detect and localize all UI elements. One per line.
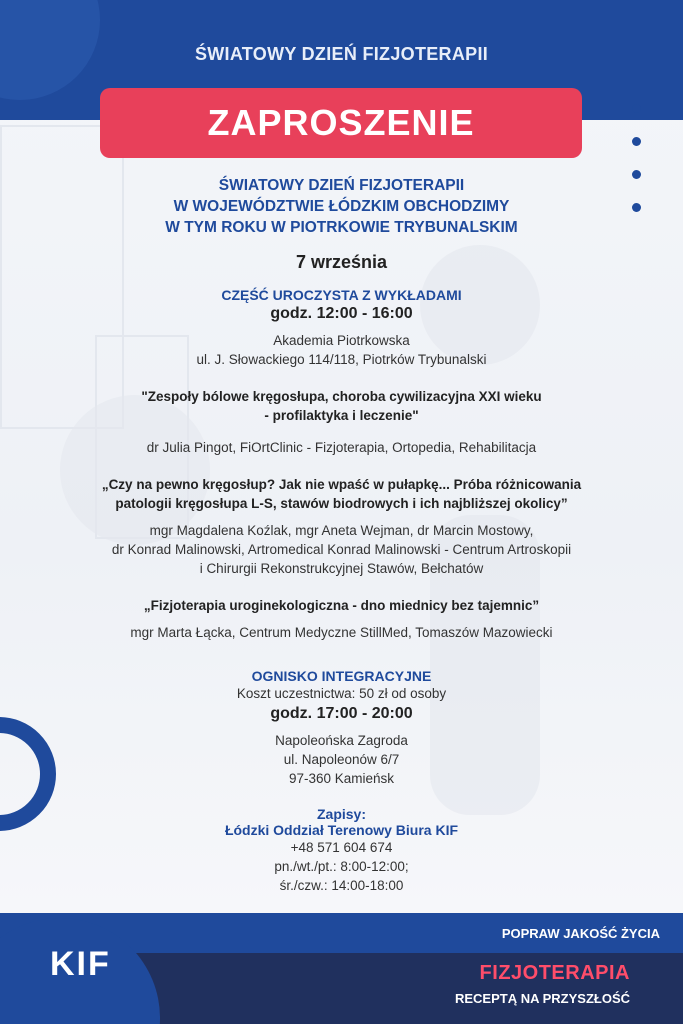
bonfire-fee: Koszt uczestnictwa: 50 zł od osoby bbox=[236, 686, 447, 701]
registration-hours: śr./czw.: 14:00-18:00 bbox=[279, 878, 404, 893]
lecture-title: „Czy na pewno kręgosłup? Jak nie wpaść w pułapkę... Próba różnicowania bbox=[101, 477, 582, 492]
lecture-speakers: dr Konrad Malinowski, Artromedical Konrad Malinowski - Centrum Artroskopii bbox=[111, 542, 572, 557]
dot bbox=[632, 104, 641, 113]
lecture-title: patologii kręgosłupa L-S, stawów biodrowych i ich najbliższej okolicy” bbox=[115, 496, 568, 511]
lecture-title: „Fizjoterapia uroginekologiczna - dno miednicy bez tajemnic” bbox=[143, 598, 540, 613]
event-date: 7 września bbox=[295, 252, 388, 272]
lecture-title: "Zespoły bólowe kręgosłupa, choroba cywilizacyjna XXI wieku bbox=[141, 389, 542, 404]
intro-line: W WOJEWÓDZTWIE ŁÓDZKIM OBCHODZIMY bbox=[173, 198, 510, 215]
ceremony-venue: Akademia Piotrkowska bbox=[273, 333, 410, 348]
bonfire-address: 97-360 Kamieńsk bbox=[288, 771, 395, 786]
registration-phone[interactable]: +48 571 604 674 bbox=[290, 840, 393, 855]
lecture-speakers: mgr Marta Łącka, Centrum Medyczne StillMed, Tomaszów Mazowiecki bbox=[130, 625, 553, 640]
bonfire-address: ul. Napoleonów 6/7 bbox=[283, 752, 400, 767]
banner-text: ZAPROSZENIE bbox=[207, 102, 475, 143]
ceremony-title: CZĘŚĆ UROCZYSTA Z WYKŁADAMI bbox=[221, 287, 462, 303]
lecture-speakers: dr Julia Pingot, FiOrtClinic - Fizjoterapia, Ortopedia, Rehabilitacja bbox=[146, 440, 537, 455]
registration-title: Zapisy: bbox=[316, 806, 366, 822]
invitation-banner bbox=[100, 88, 582, 158]
event-header-title: ŚWIATOWY DZIEŃ FIZJOTERAPII bbox=[194, 44, 489, 64]
registration-hours: pn./wt./pt.: 8:00-12:00; bbox=[274, 859, 409, 874]
slogan-main: FIZJOTERAPIA bbox=[479, 962, 630, 984]
registration-org: Łódzki Oddział Terenowy Biura KIF bbox=[224, 822, 459, 838]
lecture-title: - profilaktyka i leczenie" bbox=[264, 408, 419, 423]
bonfire-time: godz. 17:00 - 20:00 bbox=[270, 705, 413, 722]
intro-line: ŚWIATOWY DZIEŃ FIZJOTERAPII bbox=[218, 177, 465, 194]
slogan-bottom: RECEPTĄ NA PRZYSZŁOŚĆ bbox=[454, 991, 630, 1006]
bonfire-venue: Napoleońska Zagroda bbox=[275, 733, 408, 748]
lecture-speakers: i Chirurgii Rekonstrukcyjnej Stawów, Bełchatów bbox=[199, 561, 484, 576]
ceremony-time: godz. 12:00 - 16:00 bbox=[270, 305, 413, 322]
intro-line: W TYM ROKU W PIOTRKOWIE TRYBUNALSKIM bbox=[165, 219, 518, 236]
lecture-speakers: mgr Magdalena Koźlak, mgr Aneta Wejman, dr Marcin Mostowy, bbox=[149, 523, 534, 538]
main-content bbox=[20, 175, 663, 895]
kif-logo: KIF bbox=[50, 945, 111, 983]
bonfire-title: OGNISKO INTEGRACYJNE bbox=[251, 668, 432, 684]
dot bbox=[632, 137, 641, 146]
slogan-top: POPRAW JAKOŚĆ ŻYCIA bbox=[501, 926, 660, 941]
ceremony-address: ul. J. Słowackiego 114/118, Piotrków Trybunalski bbox=[196, 352, 487, 367]
